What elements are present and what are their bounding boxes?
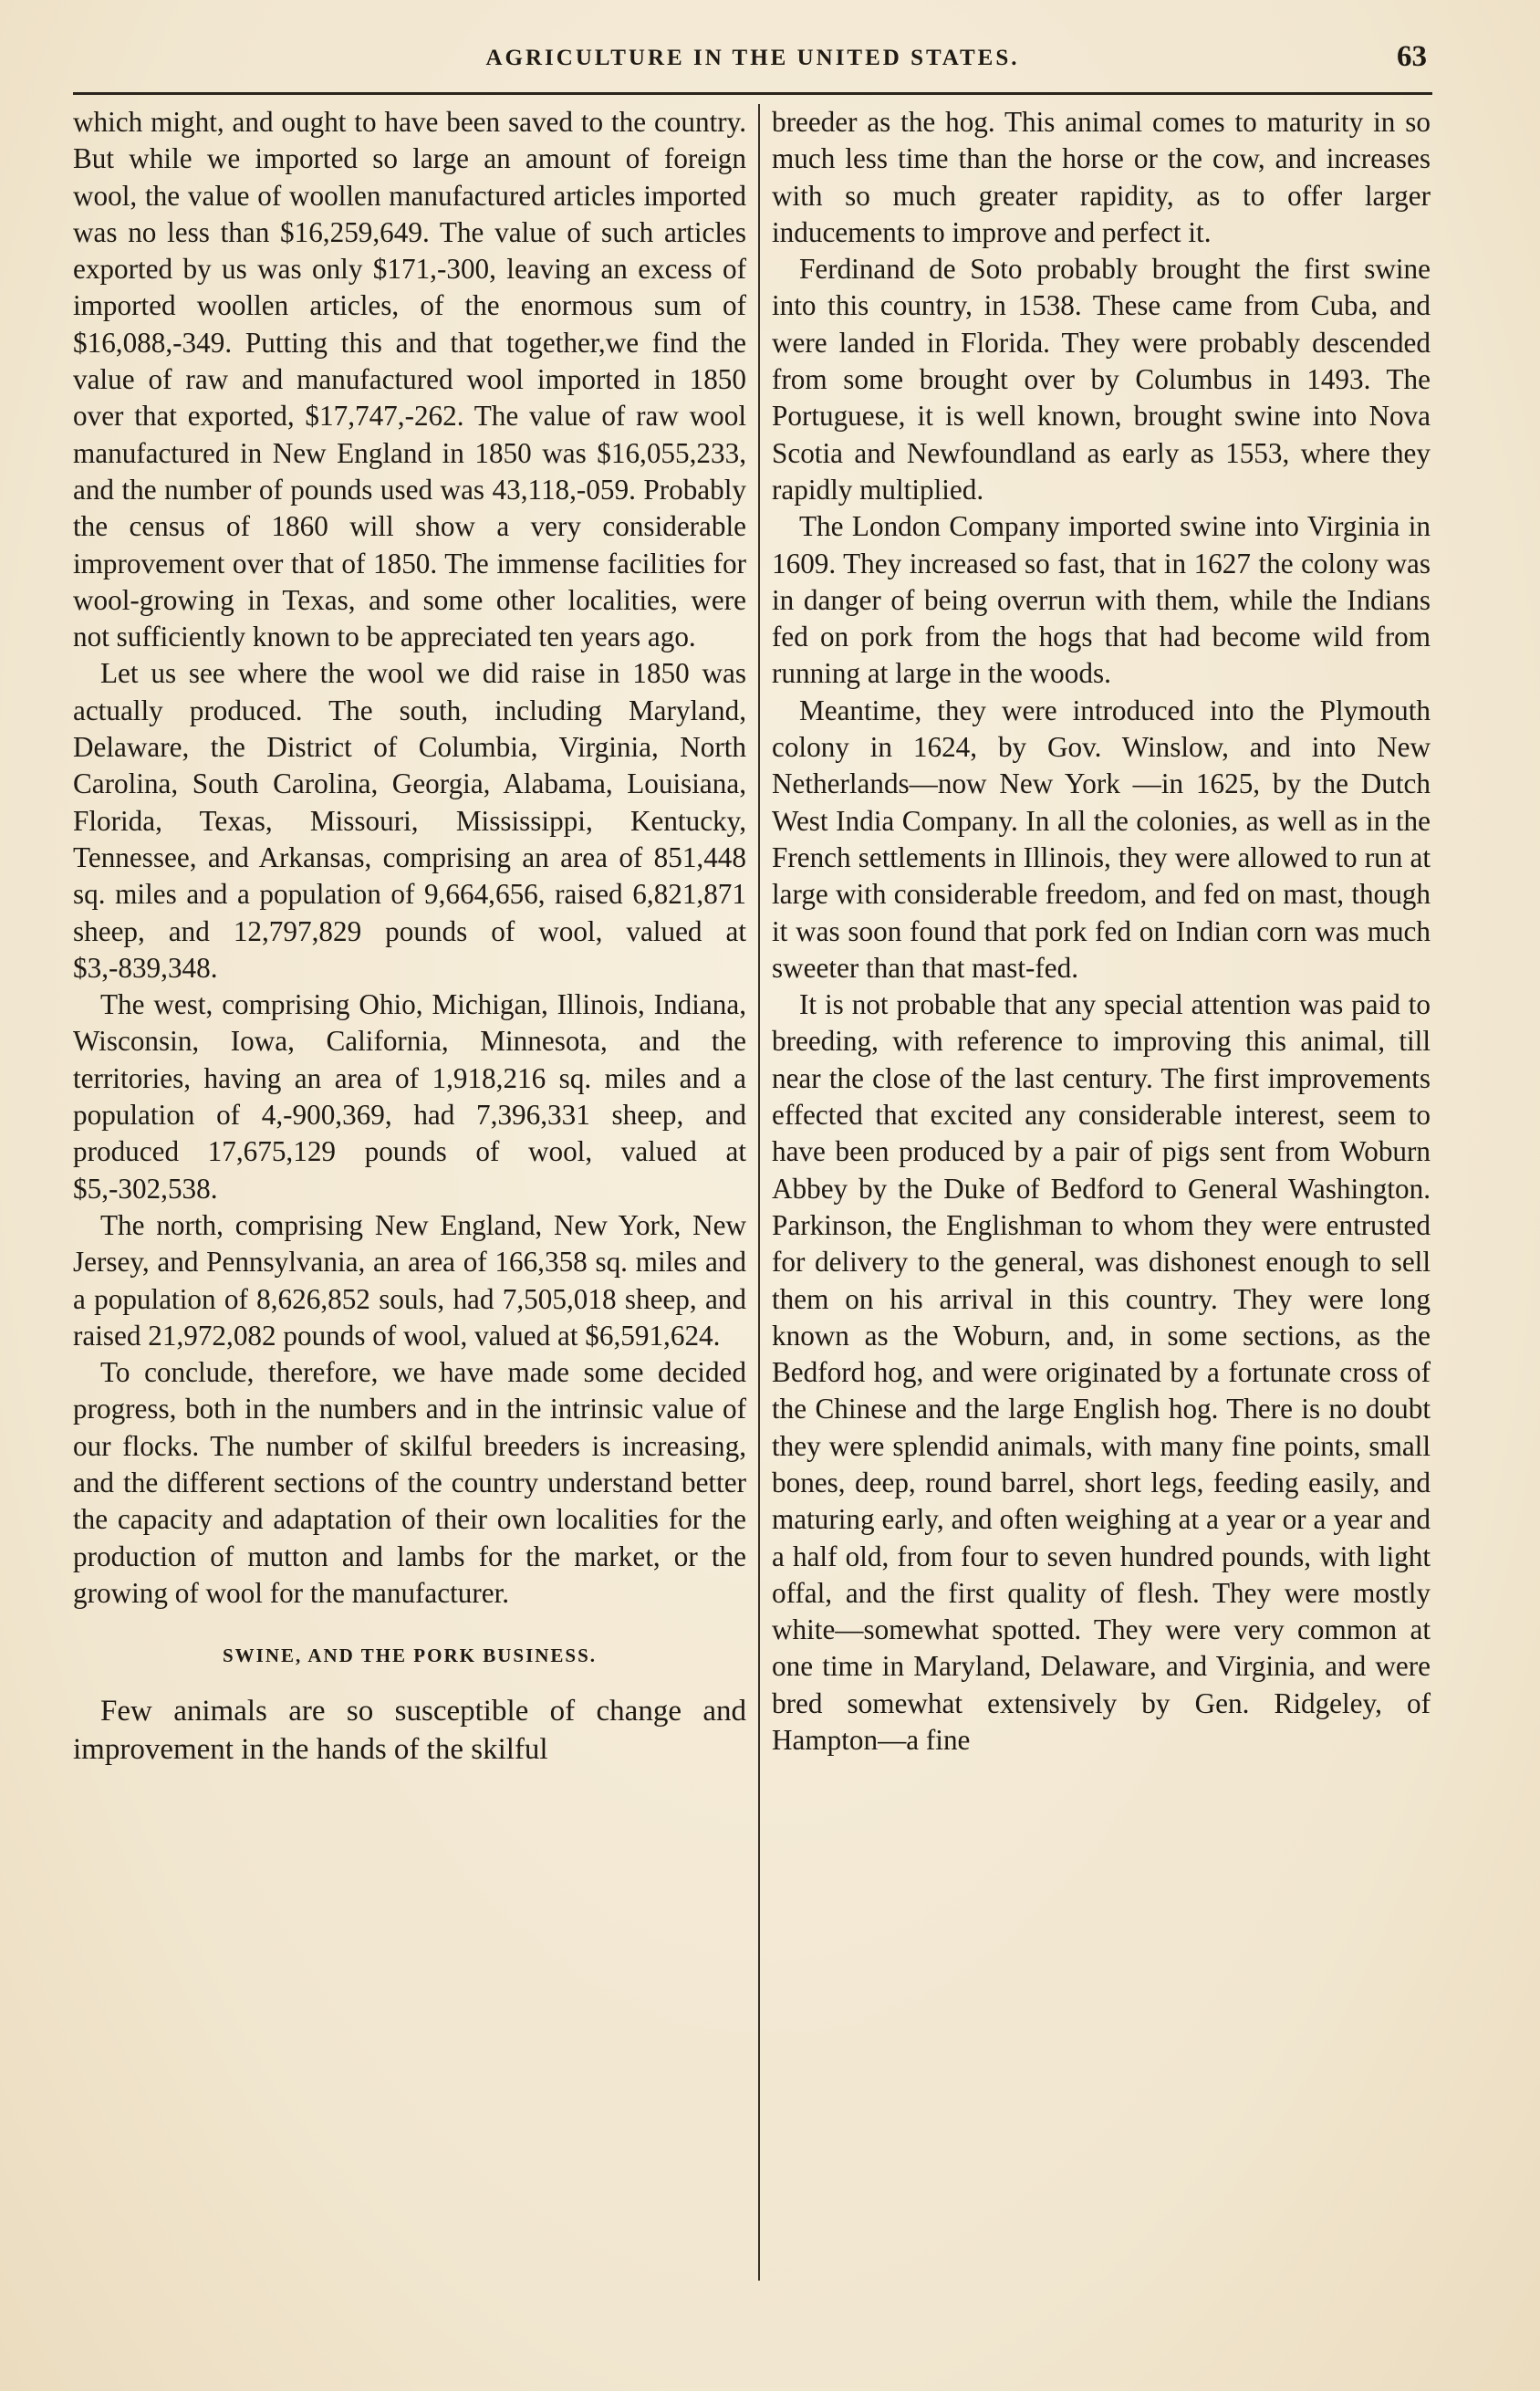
section-heading: SWINE, AND THE PORK BUSINESS. — [222, 1644, 598, 1667]
paragraph: breeder as the hog. This animal comes to maturity in so much less time than the horse or the cow, and increases with so much greater rapidity, as to offer larger inducements to improve and perfect it. — [772, 106, 1431, 248]
left-column — [73, 104, 746, 1769]
paragraph: Meantime, they were introduced into the Plymouth colony in 1624, by Gov. Winslow, and into New Netherlands—now New York —in 1625, by the Dutch West India Company. In all the colonies, as well as in the French settlements in Illinois, they were allowed to run at large with considerable freedom, and fed on mast, though it was soon found that pork fed on Indian corn was much sweeter than that mast-fed. — [772, 694, 1431, 984]
paragraph: The London Company imported swine into Virginia in 1609. They increased so fast, that in 1627 the colony was in danger of being overrun with them, while the Indians fed on pork from the hogs that had become wild from running at large in the woods. — [772, 510, 1431, 690]
paragraph: which might, and ought to have been saved to the country. But while we imported so large an amount of foreign wool, the value of woollen manufactured articles imported was no less than $16,259,649. The value of such articles exported by us was only $171,-300, leaving an excess of imported woollen articles, of the enormous sum of $16,088,-349. Putting this and that together,we find the value of raw and manufactured wool imported in 1850 over that exported, $17,747,-262. The value of raw wool manufactured in New England in 1850 was $16,055,233, and the number of pounds used was 43,118,-059. Probably the census of 1860 will show a very considerable improvement over that of 1850. The immense facilities for wool-growing in Texas, and some other localities, were not sufficiently known to be appreciated ten years ago. — [73, 106, 746, 653]
paragraph: Let us see where the wool we did raise in 1850 was actually produced. The south, including Maryland, Delaware, the District of Columbia, Virginia, North Carolina, South Carolina, Georgia, Alabama, Louisiana, Florida, Texas, Missouri, Mississippi, Kentucky, Tennessee, and Arkansas, comprising an area of 851,448 sq. miles and a population of 9,664,656, raised 6,821,871 sheep, and 12,797,829 pounds of wool, valued at $3,-839,348. — [73, 657, 746, 984]
running-title: AGRICULTURE IN THE UNITED STATES. — [485, 46, 1020, 70]
paragraph: It is not probable that any special attention was paid to breeding, with reference to improving this animal, till near the close of the last century. The first improvements effected that excited any considerable interest, seem to have been produced by a pair of pigs sent from Woburn Abbey by the Duke of Bedford to General Washington. Parkinson, the Englishman to whom they were entrusted for delivery to the general, was dishonest enough to sell them on his arrival in this country. They were long known as the Woburn, and, in some sections, as the Bedford hog, and were originated by a fortunate cross of the Chinese and the large English hog. There is no doubt they were splendid animals, with many fine points, small bones, deep, round barrel, short legs, feeding easily, and maturing early, and often weighing at a year or a year and a half old, from four to seven hundred pounds, with light offal, and the first quality of flesh. They were mostly white—somewhat spotted. They were very common at one time in Maryland, Delaware, and Virginia, and were bred somewhat extensively by Gen. Ridgeley, of Hampton—a fine — [772, 988, 1431, 1757]
paragraph: Ferdinand de Soto probably brought the first swine into this country, in 1538. These came from Cuba, and were landed in Florida. They were probably descended from some brought over by Columbus in 1493. The Portuguese, it is well known, brought swine into Nova Scotia and Newfoundland as early as 1553, where they rapidly multiplied. — [772, 253, 1431, 506]
paragraph: The west, comprising Ohio, Michigan, Illinois, Indiana, Wisconsin, Iowa, California, Minnesota, and the territories, having an area of 1,918,216 sq. miles and a population of 4,-900,369, had 7,396,331 sheep, and produced 17,675,129 pounds of wool, valued at $5,-302,538. — [73, 988, 746, 1205]
right-column — [772, 104, 1431, 1759]
header-rule — [73, 92, 1432, 95]
paragraph: To conclude, therefore, we have made some decided progress, both in the numbers and in the intrinsic value of our flocks. The number of skilful breeders is increasing, and the different sections of the country understand better the capacity and adaptation of their own localities for the production of mutton and lambs for the market, or the growing of wool for the manufacturer. — [73, 1356, 746, 1609]
page-header — [73, 40, 1432, 80]
column-divider — [758, 104, 760, 2281]
section-opening-paragraph: Few animals are so susceptible of change and improvement in the hands of the skilful — [73, 1695, 746, 1767]
paragraph: The north, comprising New England, New York, New Jersey, and Pennsylvania, an area of 166,358 sq. miles and a population of 8,626,852 souls, had 7,505,018 sheep, and raised 21,972,082 pounds of wool, valued at $6,591,624. — [73, 1208, 746, 1352]
page-number: 63 — [1397, 40, 1427, 73]
